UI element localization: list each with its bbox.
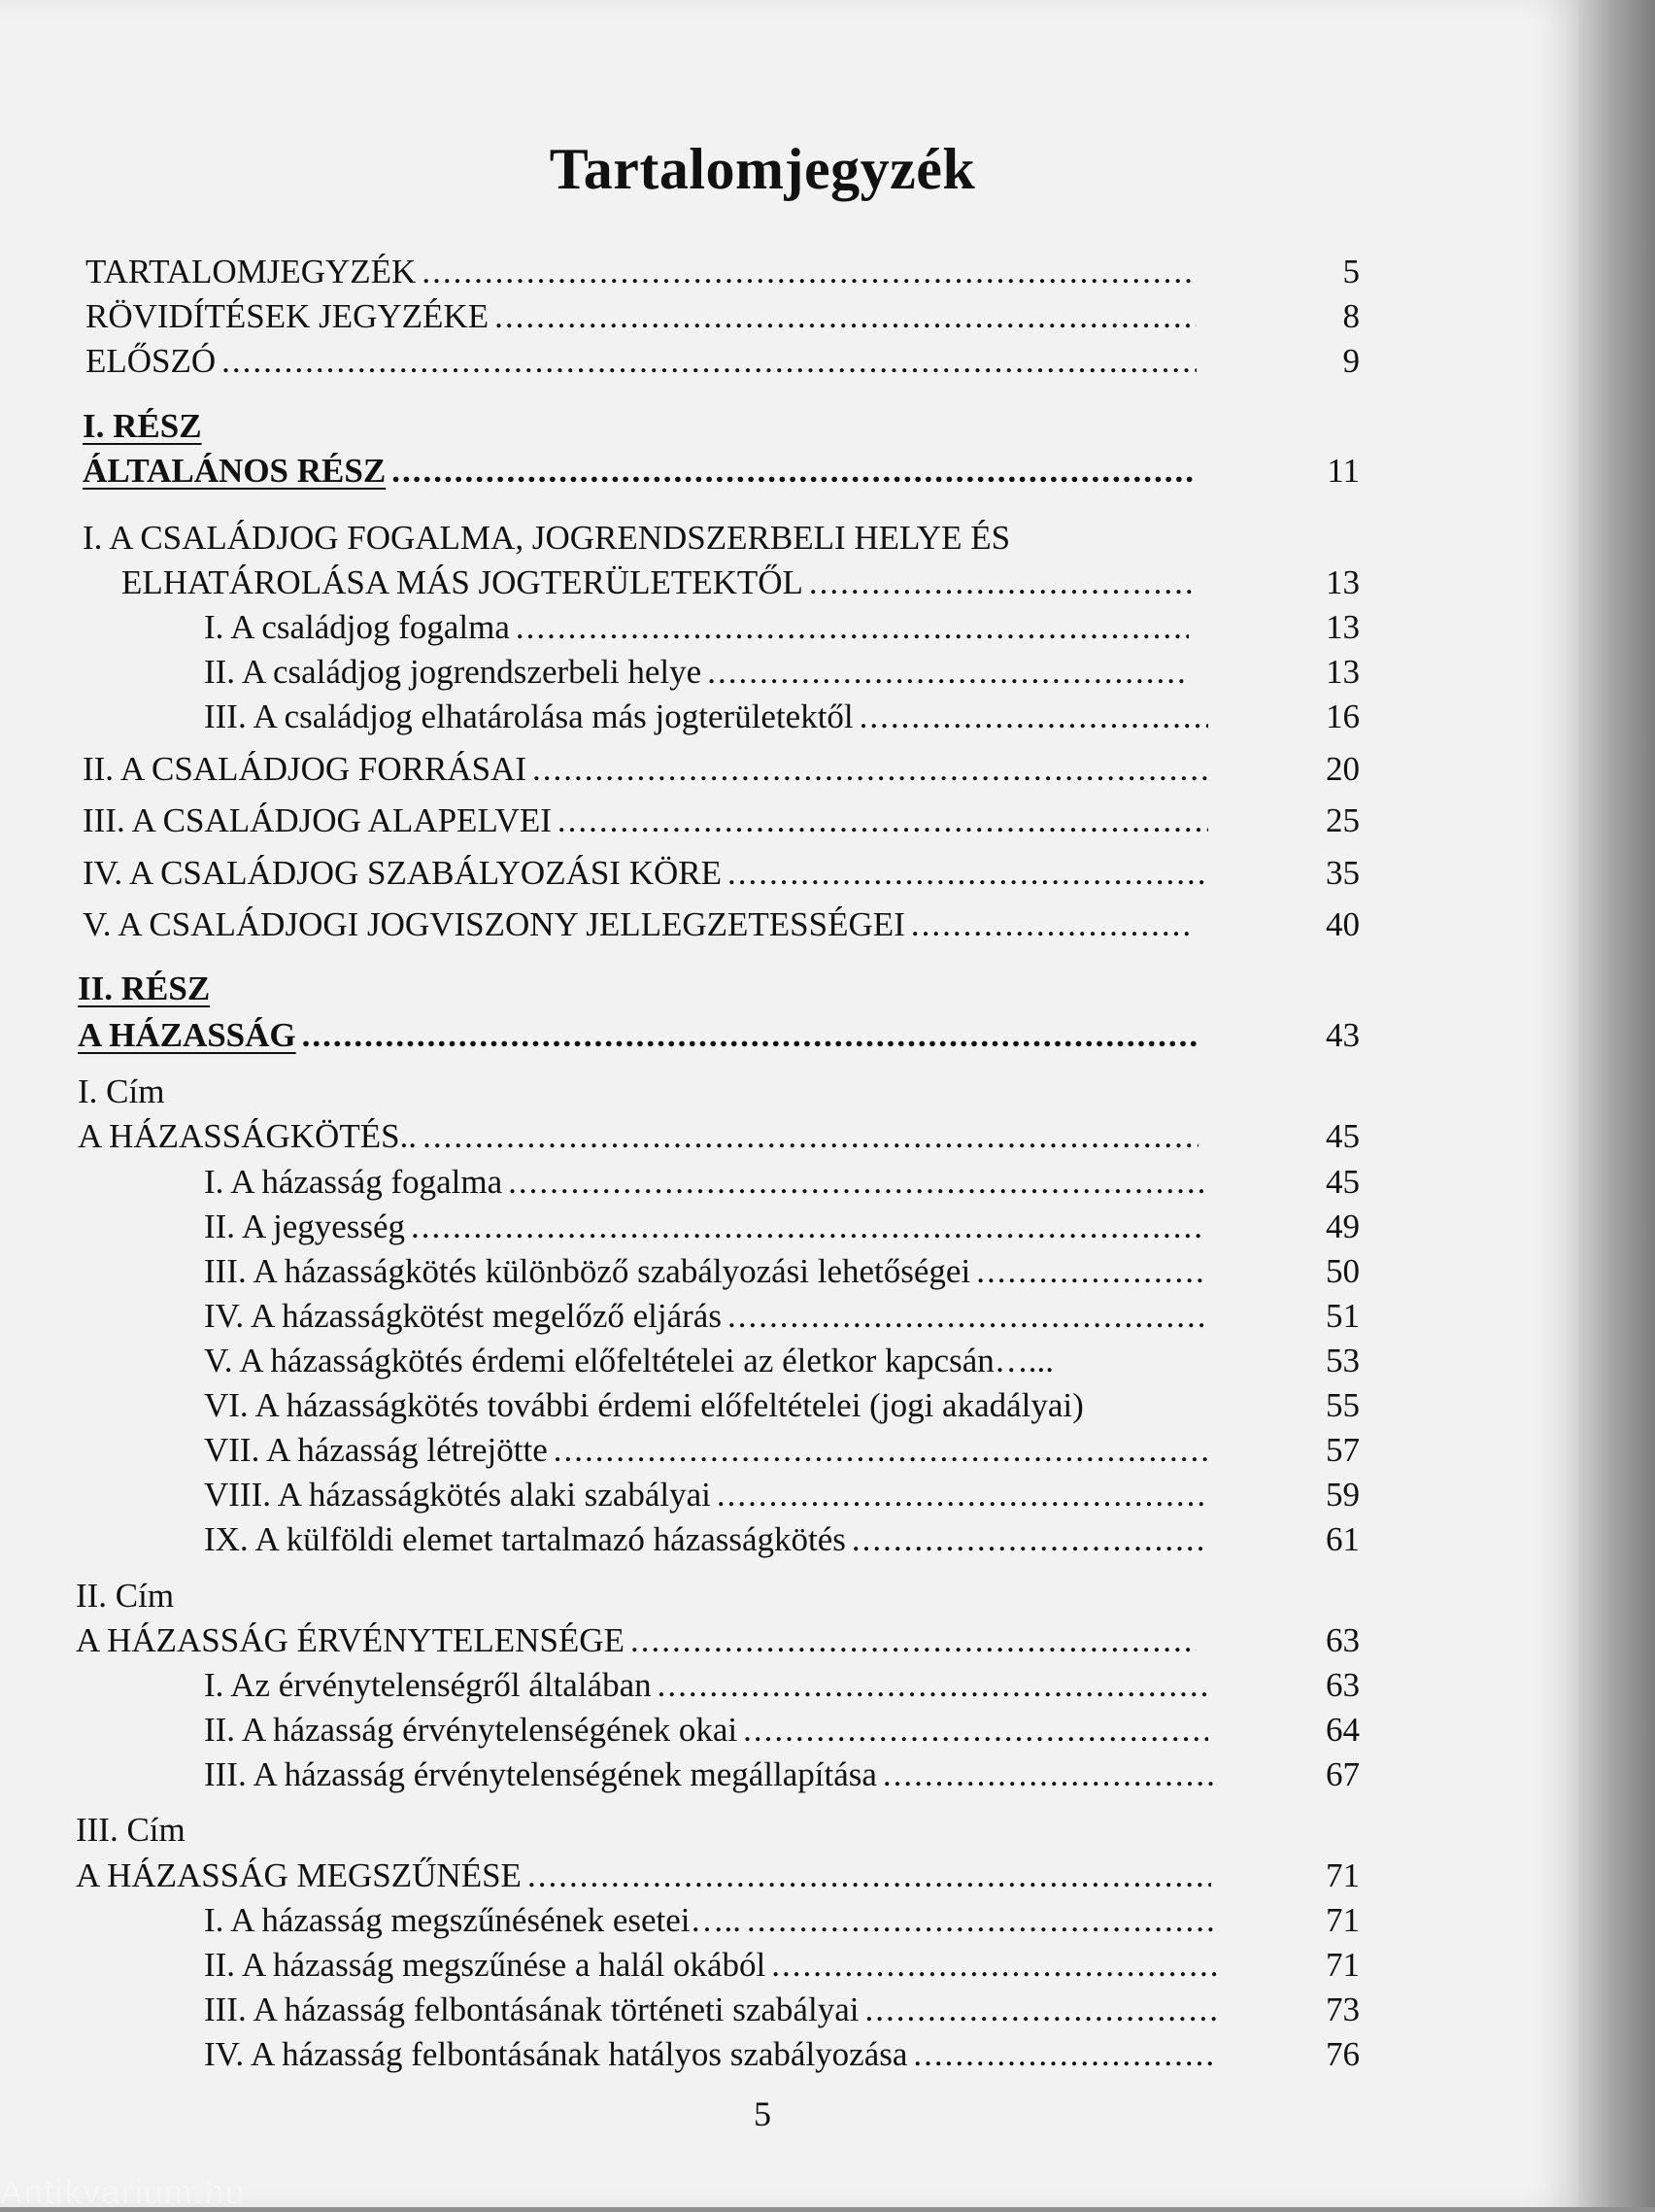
toc-page-number: 11	[1327, 452, 1360, 490]
toc-entry: ELŐSZÓ .....	[85, 344, 1202, 378]
section-entry: VIII. A házasságkötés alaki szabályai .....	[204, 1478, 1209, 1512]
section-entry: III. A házasság felbontásának történeti szabályai .....	[204, 1992, 1224, 2026]
chapter-entry: A HÁZASSÁG MEGSZŰNÉSE .....	[76, 1858, 1217, 1892]
chapter-entry: II. A CSALÁDJOG FORRÁSAI .....	[83, 752, 1214, 786]
section-entry: I. A házasság megszűnésének esetei….. .....	[204, 1903, 1219, 1937]
page-number: 5	[754, 2094, 771, 2133]
toc-page-number: 64	[1326, 1711, 1360, 1749]
toc-page-number: 63	[1326, 1621, 1360, 1659]
toc-page-number: 20	[1326, 750, 1360, 788]
section-entry: VII. A házasság létrejötte .....	[204, 1433, 1214, 1467]
page-title: Tartalomjegyzék	[549, 137, 976, 201]
toc-page-number: 43	[1326, 1016, 1360, 1054]
chapter-entry: ELHATÁROLÁSA MÁS JOGTERÜLETEKTŐL .....	[121, 565, 1199, 599]
toc-page-number: 25	[1326, 801, 1360, 839]
toc-page-number: 8	[1342, 297, 1360, 335]
part-title: ÁLTALÁNOS RÉSZ .....	[83, 454, 1199, 488]
toc-page-number: 71	[1326, 1946, 1360, 1984]
chapter-entry: III. A CSALÁDJOG ALAPELVEI .....	[83, 803, 1214, 837]
watermark: Antikvarium.hu	[0, 2174, 246, 2211]
section-entry: VI. A házasságkötés további érdemi előfeltételei (jogi akadályai)	[204, 1386, 1084, 1424]
section-entry: II. A családjog jogrendszerbeli helye .....	[204, 655, 1195, 689]
toc-page-number: 5	[1342, 253, 1360, 290]
toc-page-number: 57	[1326, 1431, 1360, 1469]
toc-page-number: 50	[1326, 1252, 1360, 1290]
toc-page-number: 40	[1326, 905, 1360, 943]
title-heading: II. Cím	[76, 1577, 175, 1615]
title-heading: I. Cím	[78, 1072, 165, 1110]
section-entry: III. A házasságkötés különböző szabályozási lehetőségei .....	[204, 1254, 1209, 1288]
part-heading: I. RÉSZ	[83, 407, 202, 445]
section-entry: V. A házasságkötés érdemi előfeltételei az életkor kapcsán…...	[204, 1342, 1054, 1379]
section-entry: III. A házasság érvénytelenségének megállapítása .....	[204, 1757, 1219, 1791]
toc-entry: RÖVIDÍTÉSEK JEGYZÉKE .....	[85, 299, 1202, 333]
toc-page-number: 53	[1326, 1342, 1360, 1379]
section-entry: II. A jegyesség .....	[204, 1209, 1209, 1243]
chapter-entry: IV. A CSALÁDJOG SZABÁLYOZÁSI KÖRE .....	[83, 856, 1214, 890]
title-heading: III. Cím	[76, 1811, 186, 1849]
chapter-entry: V. A CSALÁDJOGI JOGVISZONY JELLEGZETESSÉGEI .....	[83, 907, 1195, 941]
page-edge	[1578, 0, 1655, 2207]
toc-page-number: 73	[1326, 1991, 1360, 2028]
toc-page-number: 49	[1326, 1208, 1360, 1245]
section-entry: I. A családjog fogalma .....	[204, 610, 1195, 644]
toc-page-number: 71	[1326, 1856, 1360, 1894]
toc-page-number: 67	[1326, 1755, 1360, 1793]
toc-page-number: 13	[1326, 608, 1360, 646]
toc-page-number: 45	[1326, 1117, 1360, 1155]
toc-page-number: 59	[1326, 1476, 1360, 1514]
section-entry: II. A házasság érvénytelenségének okai .....	[204, 1713, 1214, 1747]
toc-page-number: 61	[1326, 1520, 1360, 1558]
toc-page-number: 16	[1326, 698, 1360, 735]
chapter-entry: I. A CSALÁDJOG FOGALMA, JOGRENDSZERBELI HELYE ÉS	[83, 519, 1011, 557]
toc-entry: TARTALOMJEGYZÉK .....	[85, 255, 1202, 289]
section-entry: I. Az érvénytelenségről általában .....	[204, 1668, 1214, 1702]
section-entry: IX. A külföldi elemet tartalmazó házasságkötés .....	[204, 1522, 1214, 1556]
toc-page-number: 76	[1326, 2035, 1360, 2073]
toc-page-number: 63	[1326, 1666, 1360, 1704]
toc-page-number: 45	[1326, 1163, 1360, 1201]
toc-page-number: 13	[1326, 563, 1360, 601]
toc-page-number: 13	[1326, 653, 1360, 691]
toc-page-number: 51	[1326, 1297, 1360, 1335]
part-heading: II. RÉSZ	[78, 970, 211, 1007]
section-entry: I. A házasság fogalma .....	[204, 1165, 1209, 1199]
toc-page-number: 35	[1326, 854, 1360, 892]
chapter-entry: A HÁZASSÁG ÉRVÉNYTELENSÉGE .....	[76, 1623, 1202, 1657]
toc-page-number: 71	[1326, 1901, 1360, 1939]
toc-page-number: 9	[1342, 342, 1360, 380]
section-entry: III. A családjog elhatárolása más jogterületektől .....	[204, 699, 1214, 733]
toc-page-number: 55	[1326, 1386, 1360, 1424]
section-entry: IV. A házasságkötést megelőző eljárás .....	[204, 1299, 1209, 1333]
section-entry: II. A házasság megszűnése a halál okából .....	[204, 1948, 1224, 1982]
part-title: A HÁZASSÁG .....	[78, 1018, 1204, 1052]
chapter-entry: A HÁZASSÁGKÖTÉS.. .....	[78, 1119, 1204, 1153]
section-entry: IV. A házasság felbontásának hatályos szabályozása .....	[204, 2037, 1224, 2071]
